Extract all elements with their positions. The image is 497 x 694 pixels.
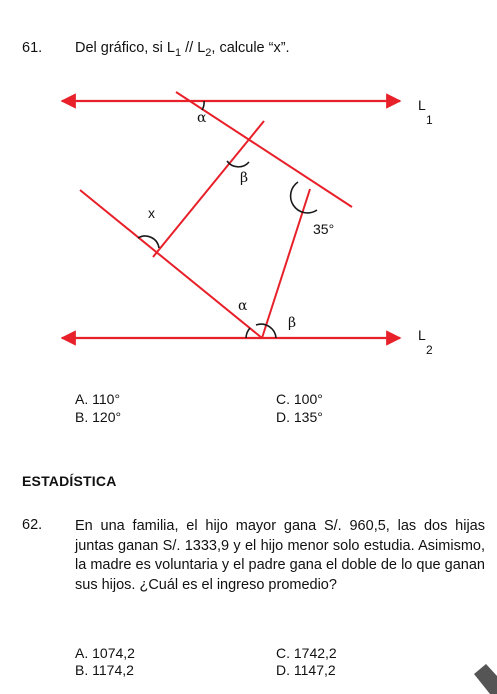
q61-l2-letter: L [197, 40, 206, 56]
question-62-number: 62. [22, 517, 43, 533]
q61-l1-sub: 1 [174, 47, 182, 59]
transversal-right [262, 189, 310, 338]
q61-option-a[interactable]: A. 110° [75, 391, 121, 407]
question-62-text: En una familia, el hijo mayor gana S/. 960,5, las dos hijas juntas ganan S/. 1333,9 y el hijo menor solo estudia. Asimismo, la madre es voluntaria y el padre gana el doble de lo que ganan sus hijos. ¿Cuál es el ingreso promedio? [75, 518, 485, 593]
q61-parallel: // [181, 40, 198, 56]
q61-l2-sub: 2 [205, 47, 212, 59]
label-beta-mid: β [240, 170, 249, 186]
q61-option-b[interactable]: B. 120° [75, 409, 122, 425]
q62-option-d[interactable]: D. 1147,2 [276, 662, 336, 678]
label-l1-sub: 1 [426, 113, 433, 127]
corner-decoration-icon [470, 664, 497, 694]
q62-option-b[interactable]: B. 1174,2 [75, 662, 134, 678]
angle-arc-alpha-bottom [246, 328, 250, 338]
q61-suffix: , calcule “x”. [211, 40, 290, 56]
angle-arc-alpha-top [202, 101, 204, 110]
q61-prefix: Del gráfico, si [75, 40, 167, 56]
q62-option-a[interactable]: A. 1074,2 [75, 645, 135, 661]
label-l1: L [418, 97, 426, 113]
question-61-number: 61. [22, 40, 43, 56]
label-alpha-bottom: α [238, 298, 248, 314]
label-35: 35° [313, 221, 335, 237]
q62-option-c[interactable]: C. 1742,2 [276, 645, 337, 661]
label-l2-sub: 2 [426, 343, 433, 357]
label-beta-bottom: β [288, 315, 297, 331]
label-x: x [148, 205, 155, 221]
q61-l1-letter: L [166, 40, 175, 56]
transversal-middle [153, 121, 264, 257]
q61-option-d[interactable]: D. 135° [276, 409, 323, 425]
section-title: ESTADÍSTICA [22, 473, 117, 489]
label-alpha-top: α [197, 110, 207, 126]
label-l2: L [418, 327, 426, 343]
transversal-left [80, 190, 262, 338]
q61-option-c[interactable]: C. 100° [276, 391, 323, 407]
